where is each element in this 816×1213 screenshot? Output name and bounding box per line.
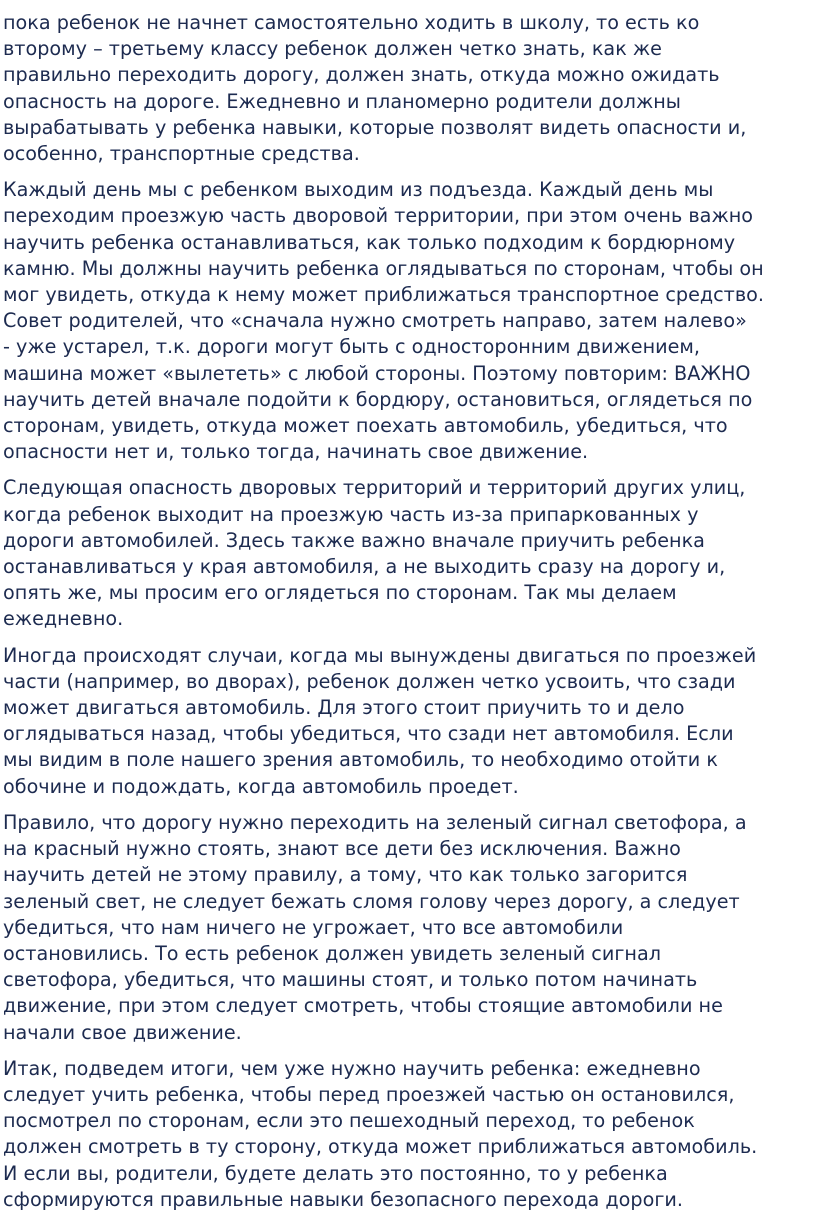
paragraph-1: пока ребенок не начнет самостоятельно ходить в школу, то есть ко второму – третьему классу ребенок должен четко знать, как же правильно переходить дорогу, должен знать, откуда можно ожидать опасность на дороге. Ежедневно и планомерно родители должны вырабатывать у ребенка навыки, которые позволят видеть опасности и, особенно, транспортные средства. (3, 11, 747, 166)
paragraph-6: Итак, подведем итоги, чем уже нужно научить ребенка: ежедневно следует учить ребенка, чтобы перед проезжей частью он остановился, посмотрел по сторонам, если это пешеходный переход, то ребенок должен смотреть в ту сторону, откуда может приближаться автомобиль. И если вы, родители, будете делать это постоянно, то у ребенка сформируются правильные навыки безопасного перехода дороги. (3, 1056, 758, 1211)
paragraph-4: Иногда происходят случаи, когда мы вынуждены двигаться по проезжей части (например, во дворах), ребенок должен четко усвоить, что сзади может двигаться автомобиль. Для этого стоит приучить то и дело оглядываться назад, чтобы убедиться, что сзади нет автомобиля. Если мы видим в поле нашего зрения автомобиль, то необходимо отойти к обочине и подождать, когда автомобиль проедет. (3, 643, 757, 798)
paragraph-2: Каждый день мы с ребенком выходим из подъезда. Каждый день мы переходим проезжую часть дворовой территории, при этом очень важно научить ребенка останавливаться, как только подходим к бордюрному камню. Мы должны научить ребенка оглядываться по сторонам, чтобы он мог увидеть, откуда к нему может приближаться транспортное средство. Совет родителей, что «сначала нужно смотреть направо, затем налево» - уже устарел, т.к. дороги могут быть с односторонним движением, машина может «вылететь» с любой стороны. Поэтому повторим: ВАЖНО научить детей вначале подойти к бордюру, остановиться, оглядеться по сторонам, увидеть, откуда может поехать автомобиль, убедиться, что опасности нет и, только тогда, начинать свое движение. (3, 178, 765, 464)
paragraph-3: Следующая опасность дворовых территорий и территорий других улиц, когда ребенок выходит на проезжую часть из-за припаркованных у дороги автомобилей. Здесь также важно вначале приучить ребенка останавливаться у края автомобиля, а не выходить сразу на дорогу и, опять же, мы просим его оглядеться по сторонам. Так мы делаем ежедневно. (3, 476, 746, 631)
paragraph-5: Правило, что дорогу нужно переходить на зеленый сигнал светофора, а на красный нужно стоять, знают все дети без исключения. Важно научить детей не этому правилу, а тому, что как только загорится зеленый свет, не следует бежать сломя голову через дорогу, а следует убедиться, что нам ничего не угрожает, что все автомобили остановились. То есть ребенок должен увидеть зеленый сигнал светофора, убедиться, что машины стоят, и только потом начинать движение, при этом следует смотреть, чтобы стоящие автомобили не начали свое движение. (3, 810, 747, 1044)
